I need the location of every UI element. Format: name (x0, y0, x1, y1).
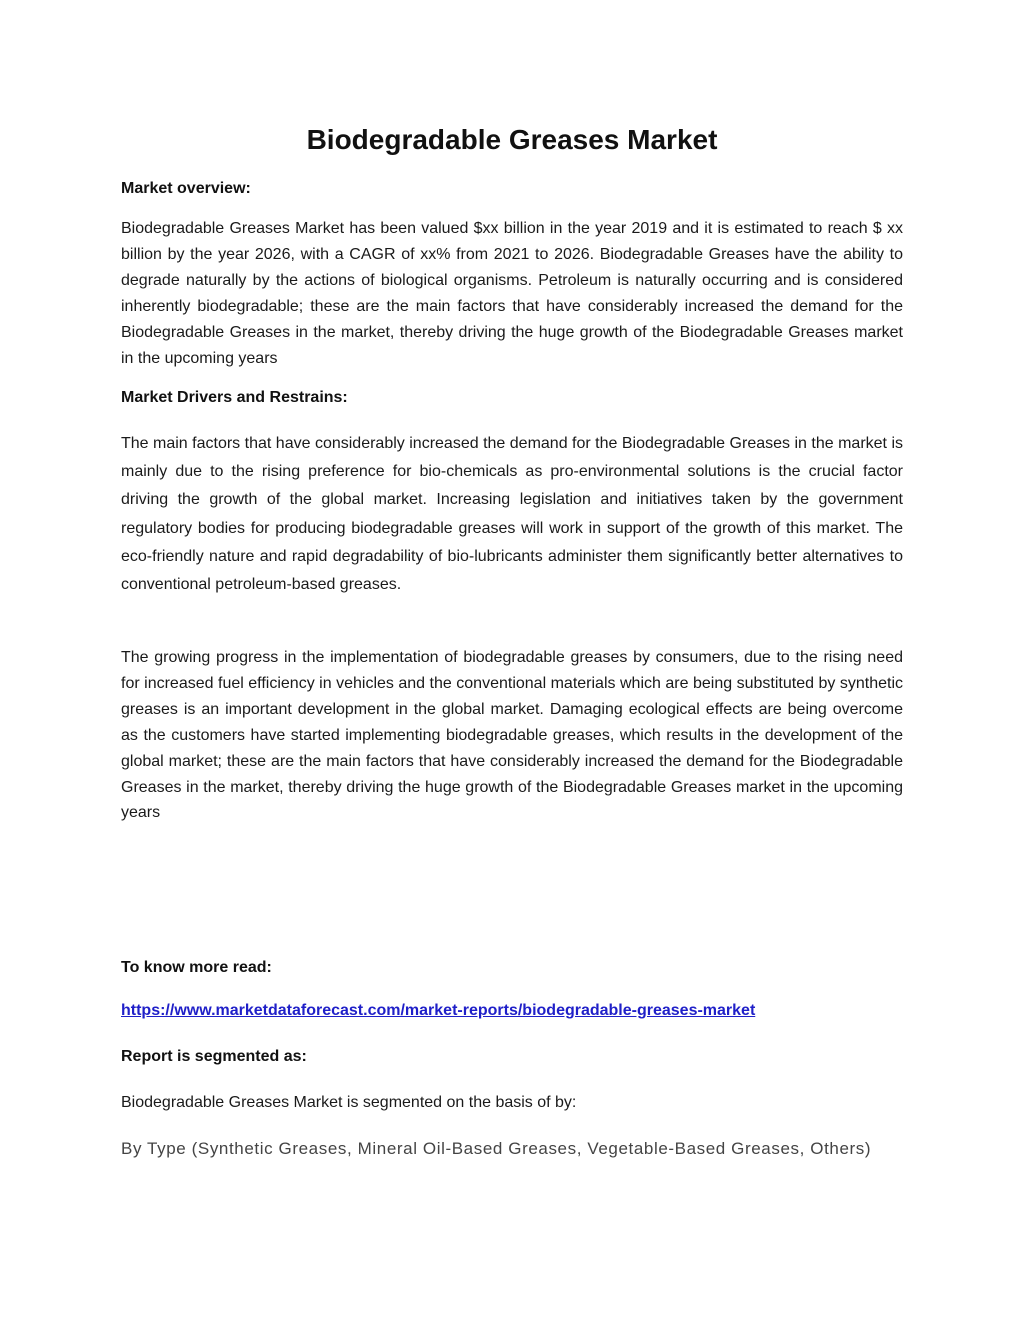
read-more-heading: To know more read: (121, 959, 272, 976)
market-drivers-paragraph-1: The main factors that have considerably increased the demand for the Biodegradable Greases in the market is mainly due to the rising preference for bio-chemicals as pro-environmental solutions is the crucial factor driving the growth of the global market. Increasing legislation and initiatives taken by the government regulatory bodies for producing biodegradable greases will work in support of the growth of this market. The eco-friendly nature and rapid degradability of bio-lubricants administer them significantly better alternatives to conventional petroleum-based greases. (121, 435, 903, 594)
market-overview-heading: Market overview: (121, 180, 251, 197)
market-drivers-paragraph-2: The growing progress in the implementation of biodegradable greases by consumers, due to the rising need for increased fuel efficiency in vehicles and the conventional materials which are being substituted by synthetic greases is an important development in the global market. Damaging ecological effects are being overcome as the customers have started implementing biodegradable greases, which results in the development of the global market; these are the main factors that have considerably increased the demand for the Biodegradable Greases in the market, thereby driving the huge growth of the Biodegradable Greases market in the upcoming years (121, 649, 903, 822)
segmentation-by-type: By Type (Synthetic Greases, Mineral Oil-Based Greases, Vegetable-Based Greases, Others) (121, 1139, 872, 1158)
market-drivers-heading: Market Drivers and Restrains: (121, 389, 348, 406)
document-title: Biodegradable Greases Market (306, 124, 718, 155)
market-overview-paragraph: Biodegradable Greases Market has been valued $xx billion in the year 2019 and it is estimated to reach $ xx billion by the year 2026, with a CAGR of xx% from 2021 to 2026. Biodegradable Greases have the ability to degrade naturally by the actions of biological organisms. Petroleum is naturally occurring and is considered inherently biodegradable; these are the main factors that have considerably increased the demand for the Biodegradable Greases in the market, thereby driving the huge growth of the Biodegradable Greases market in the upcoming years (121, 220, 903, 367)
segmentation-heading: Report is segmented as: (121, 1048, 307, 1065)
report-link[interactable]: https://www.marketdataforecast.com/market-reports/biodegradable-greases-market (121, 1002, 756, 1019)
segmentation-intro: Biodegradable Greases Market is segmented on the basis of by: (121, 1094, 577, 1111)
